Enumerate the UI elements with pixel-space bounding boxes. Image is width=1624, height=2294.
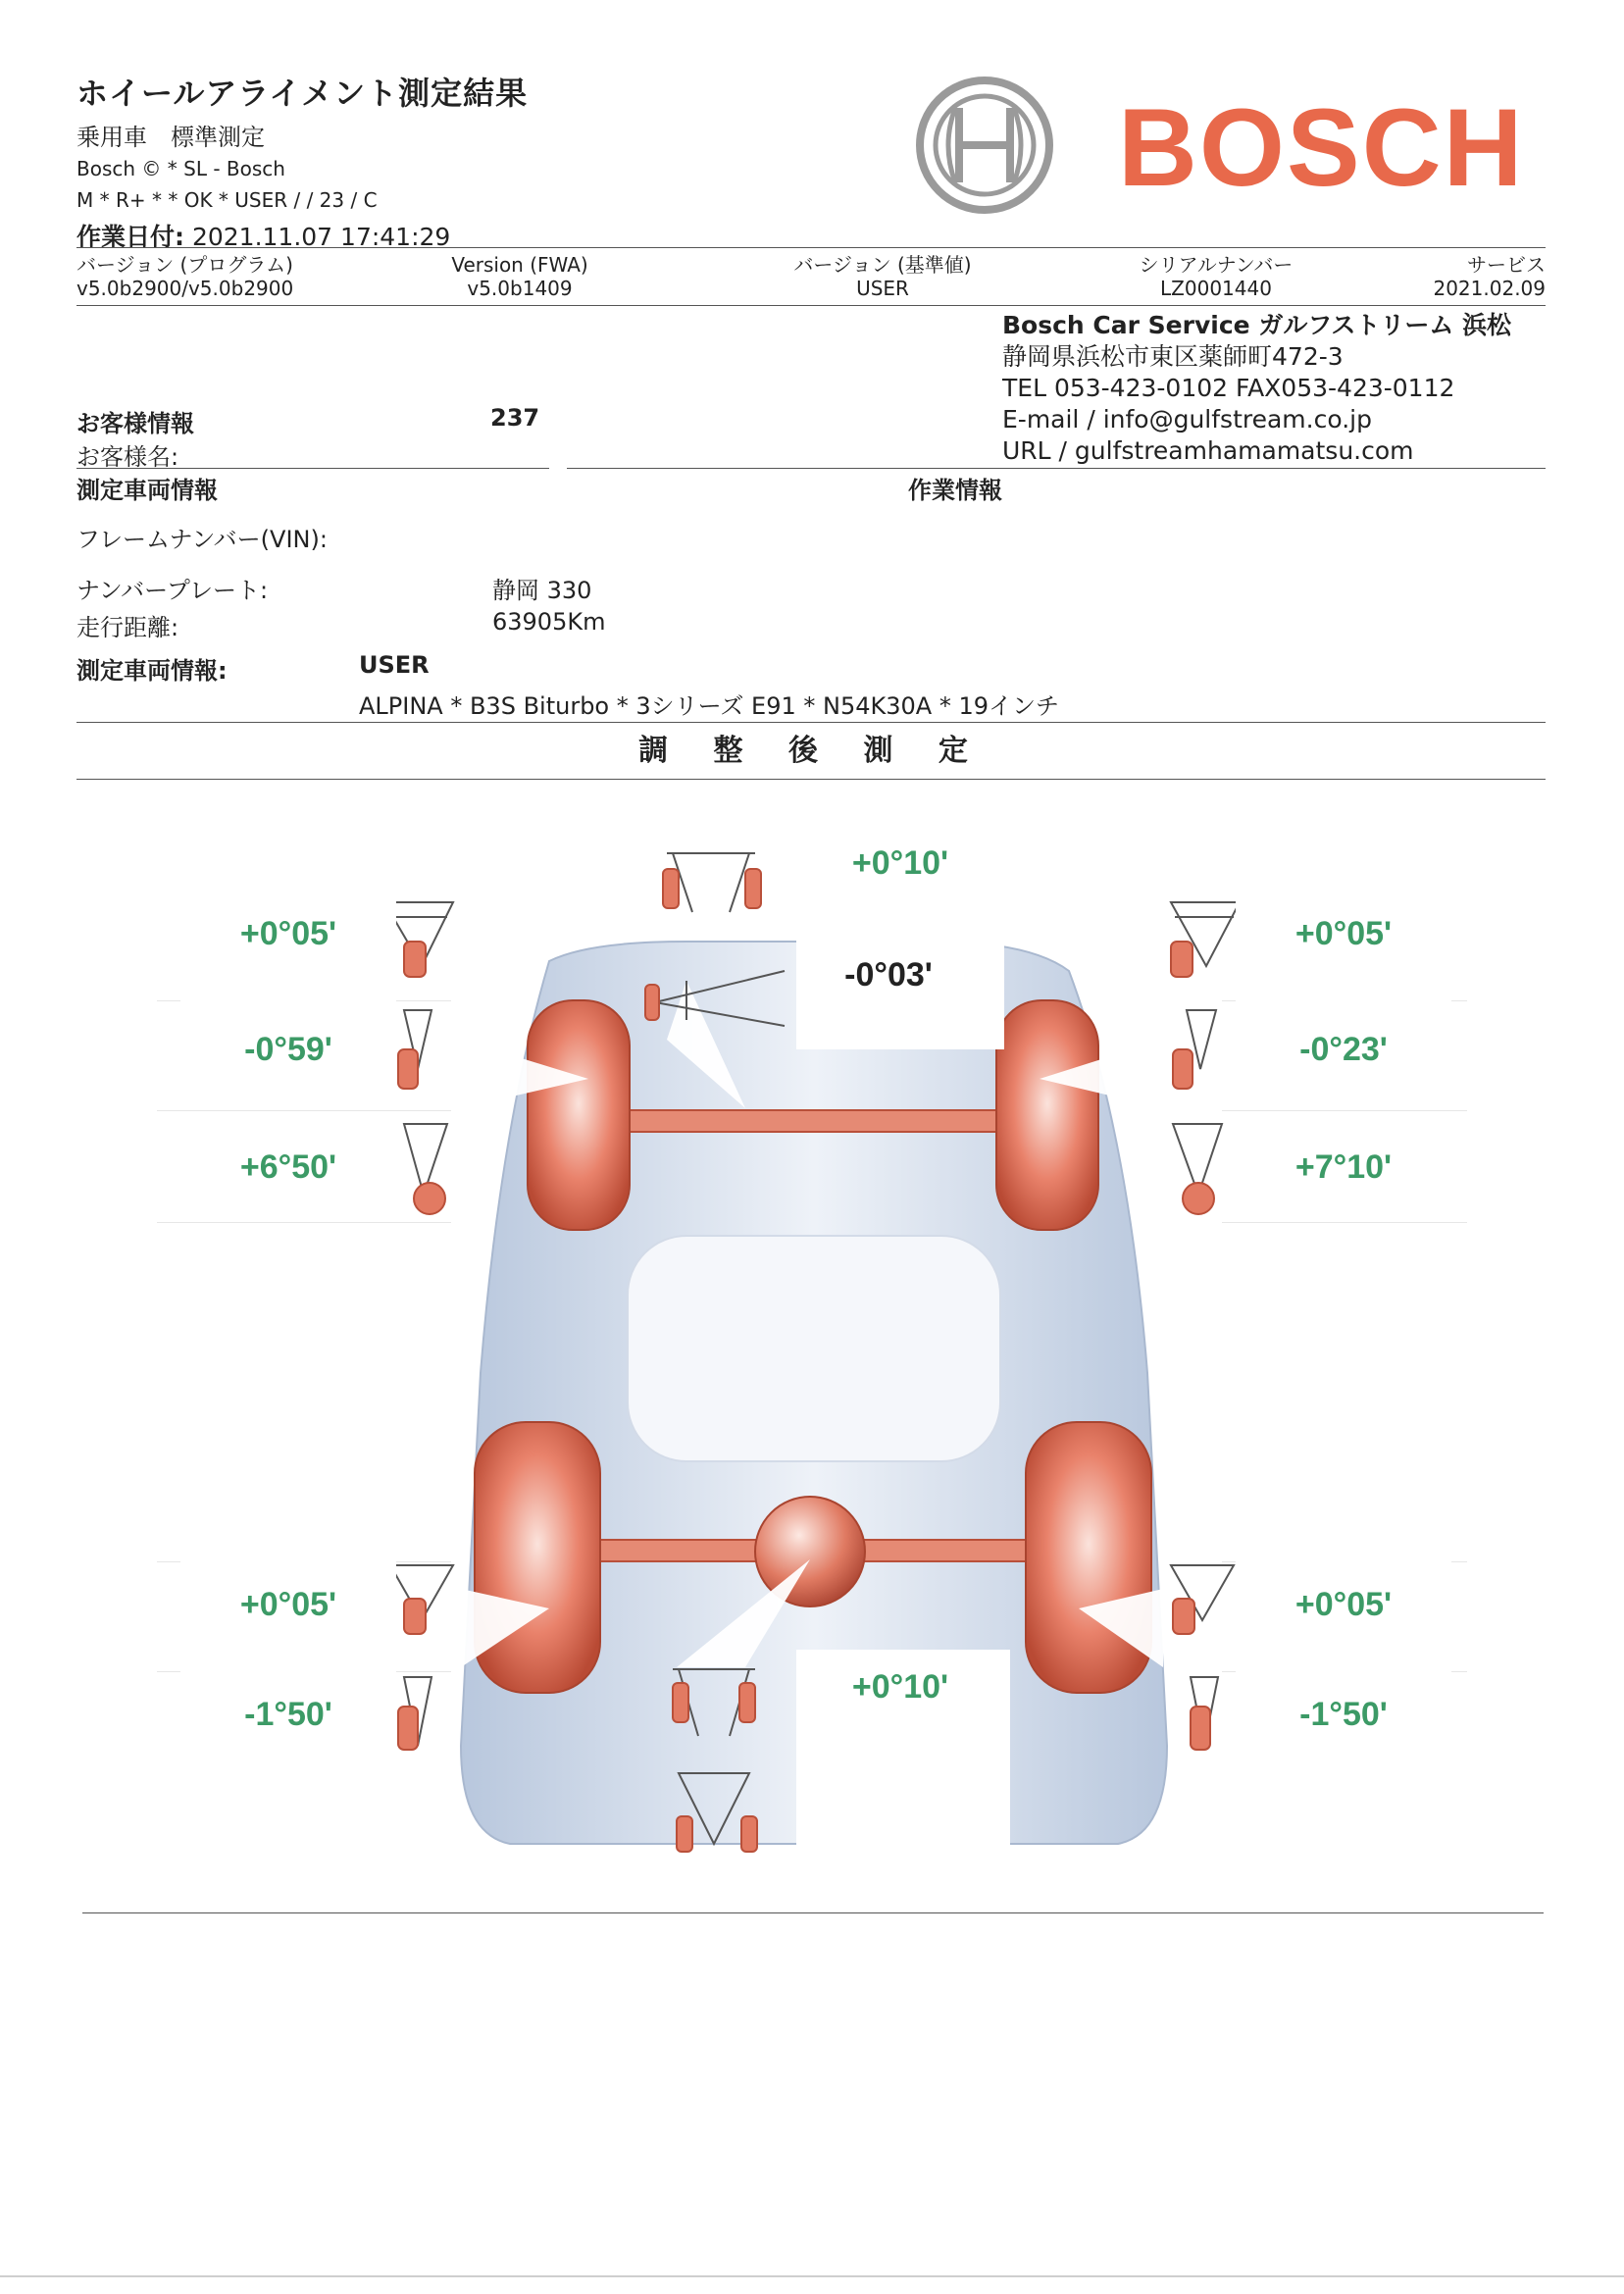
work-info-label: 作業情報 — [908, 477, 1002, 504]
vin-label: フレームナンバー(VIN): — [76, 526, 328, 553]
front-right-camber: -0°23' — [1236, 996, 1451, 1102]
service-date: サービス 2021.02.09 — [1433, 253, 1546, 300]
rear-right-camber: -1°50' — [1236, 1661, 1451, 1767]
spec-model: ALPINA * B3S Biturbo * 3シリーズ E91 * N54K30A * 19インチ — [359, 692, 1060, 720]
front-right-caster: +7°10' — [1236, 1114, 1451, 1220]
shop-email: E-mail / info@gulfstream.co.jp — [1002, 405, 1372, 433]
mileage-value: 63905Km — [492, 608, 606, 636]
spec-database: USER — [359, 651, 430, 679]
work-date-label: 作業日付: — [76, 223, 184, 251]
shop-tel: TEL 053-423-0102 FAX053-423-0112 — [1002, 374, 1455, 402]
front-left-caster: +6°50' — [180, 1114, 396, 1220]
bosch-wordmark: BOSCH — [1118, 86, 1525, 209]
measurement-heading: 調 整 後 測 定 — [638, 734, 986, 768]
customer-number: 237 — [490, 404, 540, 432]
version-standard: バージョン (基準値) USER — [793, 253, 972, 300]
report-title: ホイールアライメント測定結果 — [76, 75, 529, 112]
front-axle — [618, 1110, 1010, 1132]
shop-url: URL / gulfstreamhamamatsu.com — [1002, 436, 1414, 465]
copyright-line: Bosch © * SL - Bosch — [76, 157, 285, 180]
version-fwa: Version (FWA) v5.0b1409 — [451, 253, 588, 300]
steering-angle: -0°03' — [844, 955, 933, 994]
spec-label: 測定車両情報: — [76, 657, 228, 685]
front-left-toe: +0°05' — [180, 881, 396, 987]
version-program: バージョン (プログラム) v5.0b2900/v5.0b2900 — [76, 253, 294, 300]
rear-left-toe: +0°05' — [180, 1552, 396, 1657]
mileage-label: 走行距離: — [76, 614, 179, 641]
customer-name-label: お客様名: — [76, 443, 179, 471]
report-subtitle: 乗用車 標準測定 — [76, 124, 265, 151]
rear-total-toe: +0°10' — [851, 1667, 949, 1706]
rear-left-camber: -1°50' — [180, 1661, 396, 1767]
car-roof — [628, 1236, 1000, 1461]
front-left-wheel — [528, 1000, 630, 1230]
customer-section-label: お客様情報 — [76, 410, 194, 437]
front-right-toe: +0°05' — [1236, 881, 1451, 987]
front-left-camber: -0°59' — [180, 996, 396, 1102]
work-date-value: 2021.11.07 17:41:29 — [191, 223, 451, 251]
front-total-toe: +0°10' — [851, 843, 949, 882]
vehicle-section-label: 測定車両情報 — [76, 477, 218, 504]
differential — [755, 1497, 865, 1606]
shop-name: Bosch Car Service ガルフストリーム 浜松 — [1002, 311, 1512, 339]
plate-label: ナンバープレート: — [76, 577, 269, 604]
rear-left-wheel — [475, 1422, 600, 1693]
rear-right-wheel — [1026, 1422, 1151, 1693]
plate-value: 静岡 330 — [492, 577, 592, 604]
rear-right-toe: +0°05' — [1236, 1552, 1451, 1657]
code-line: M * R+ * * OK * USER / / 23 / C — [76, 188, 378, 212]
serial-number: シリアルナンバー LZ0001440 — [1139, 253, 1294, 300]
front-right-wheel — [996, 1000, 1098, 1230]
shop-address: 静岡県浜松市東区薬師町472-3 — [1002, 342, 1344, 371]
